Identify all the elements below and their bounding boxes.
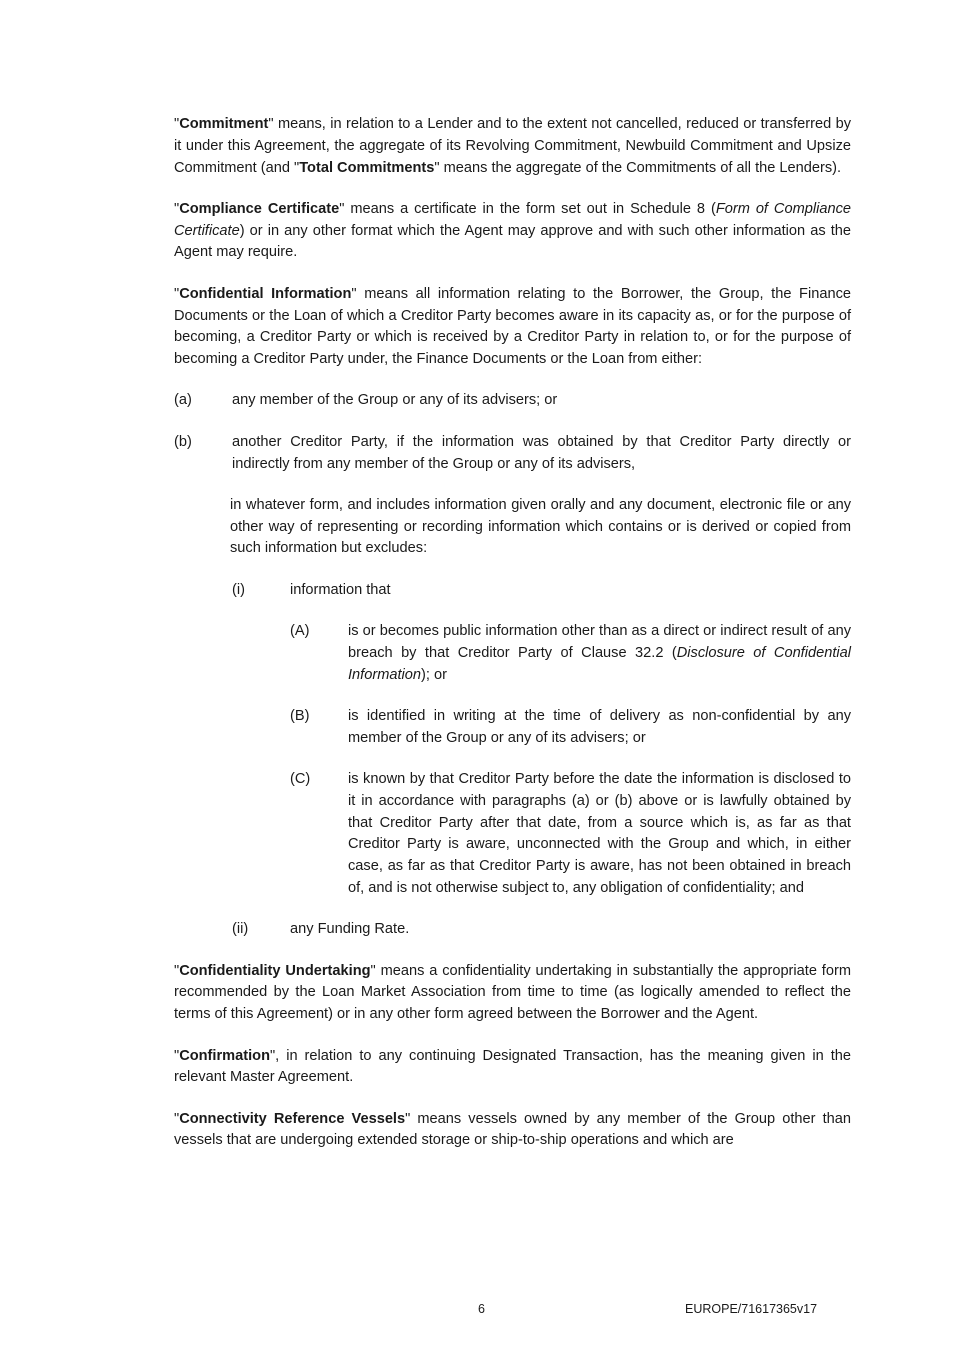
list-item-C bbox=[290, 769, 851, 900]
definition-confidential-information: "Confidential Information" means all information relating to the Borrower, the Group, the Finance Documents or the Loan of which a Creditor Party becomes aware in its capacity as, or for the purpose of becoming, a Creditor Party or which is received by a Creditor Party in relation to, or for the purpose of becoming a Creditor Party under, the Finance Documents or the Loan from either: bbox=[174, 285, 851, 368]
list-text: any member of the Group or any of its advisers; or bbox=[232, 392, 558, 409]
defined-term: Compliance Certificate bbox=[179, 200, 340, 217]
defined-term: Confidential Information bbox=[179, 285, 352, 302]
list-label: (b) bbox=[174, 433, 192, 450]
document-reference: EUROPE/71617365v17 bbox=[685, 1302, 818, 1316]
defined-term: Total Commitments bbox=[299, 159, 435, 176]
list-item-ii bbox=[232, 919, 851, 941]
defined-term: Confirmation bbox=[179, 1047, 270, 1064]
cross-reference: Form of Compliance Certificate bbox=[174, 200, 851, 239]
cross-reference: Disclosure of Confidential Information bbox=[348, 644, 851, 683]
definition-commitment: "Commitment" means, in relation to a Lender and to the extent not cancelled, reduced or transferred by it under this Agreement, the aggregate of its Revolving Commitment, Newbuild Commitment and Upsize Commitment (and "Total Commitments" means the aggregate of the Commitments of all the Lenders). bbox=[174, 116, 851, 176]
definition-confirmation: "Confirmation", in relation to any continuing Designated Transaction, has the meaning given in the relevant Master Agreement. bbox=[174, 1047, 851, 1086]
continuation-paragraph: in whatever form, and includes information given orally and any document, electronic file or any other way of representing or recording information which contains or is derived or copied from such information but excludes: bbox=[230, 496, 851, 557]
list-text: is identified in writing at the time of delivery as non-confidential by any member of the Group or any of its advisers; or bbox=[348, 707, 851, 746]
list-label: (a) bbox=[174, 392, 192, 409]
list-label: (A) bbox=[290, 623, 310, 640]
list-text: information that bbox=[290, 581, 391, 598]
definition-compliance-certificate: "Compliance Certificate" means a certificate in the form set out in Schedule 8 (Form of Compliance Certificate) or in any other format which the Agent may approve and with such other information as the Agent may require. bbox=[174, 200, 851, 261]
defined-term: Connectivity Reference Vessels bbox=[179, 1110, 406, 1127]
list-label: (C) bbox=[290, 771, 311, 788]
list-item-B bbox=[290, 706, 851, 750]
list-text: any Funding Rate. bbox=[290, 921, 410, 938]
list-item-i bbox=[232, 580, 851, 602]
definition-confidentiality-undertaking: "Confidentiality Undertaking" means a confidentiality undertaking in substantially the appropriate form recommended by the Loan Market Association from time to time (as logically amended to reflect the terms of this Agreement) or in any other form agreed between the Borrower and the Agent. bbox=[174, 962, 851, 1023]
list-label: (ii) bbox=[232, 921, 249, 938]
list-text: another Creditor Party, if the information was obtained by that Creditor Party directly or indirectly from any member of the Group or any of its advisers, bbox=[232, 433, 851, 472]
defined-term: Confidentiality Undertaking bbox=[179, 962, 371, 979]
list-text: is known by that Creditor Party before the date the information is disclosed to it in accordance with paragraphs (a) or (b) above or is lawfully obtained by that Creditor Party after that date, from a source which is, as far as that Creditor Party is aware, unconnected with the Group and which, in either case, as far as that Creditor Party is aware, has not been obtained in breach of, and is not otherwise subject to, any obligation of confidentiality; and bbox=[348, 771, 851, 897]
defined-term: Commitment bbox=[179, 116, 269, 132]
page-number: 6 bbox=[478, 1302, 485, 1316]
list-label: (B) bbox=[290, 707, 310, 724]
definition-connectivity-reference-vessels: "Connectivity Reference Vessels" means vessels owned by any member of the Group other than vessels that are undergoing extended storage or ship-to-ship operations and which are bbox=[174, 1110, 852, 1149]
list-item-A bbox=[290, 621, 851, 686]
list-text: is or becomes public information other than as a direct or indirect result of any breach by that Creditor Party of Clause 32.2 (Disclosure of Confidential Information); or bbox=[348, 623, 851, 683]
list-label: (i) bbox=[232, 581, 245, 598]
list-item-b bbox=[174, 432, 851, 476]
list-item-a bbox=[174, 390, 851, 412]
document-page bbox=[174, 114, 851, 1172]
